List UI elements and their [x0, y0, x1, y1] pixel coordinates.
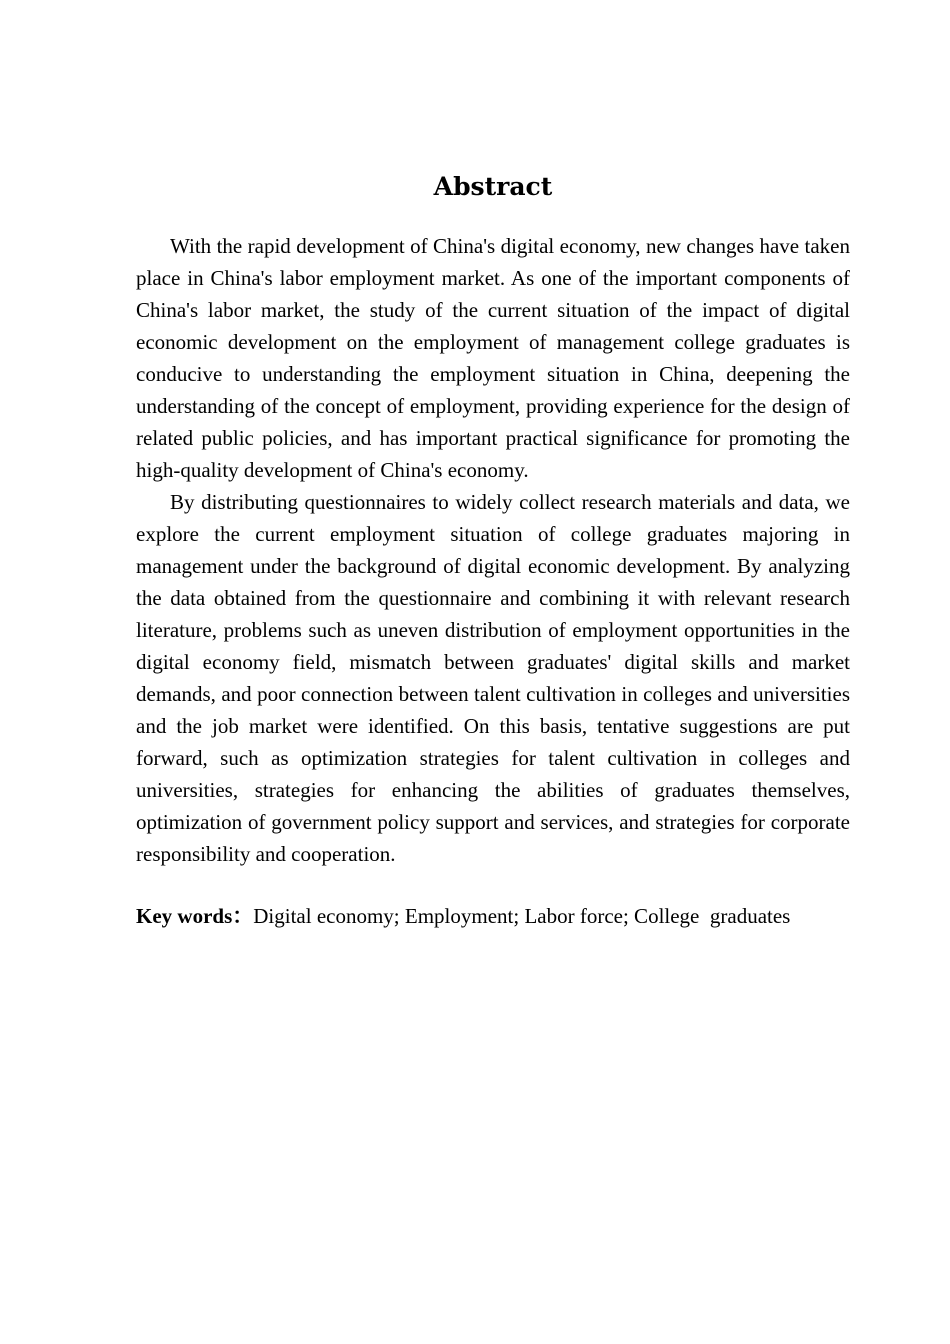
abstract-paragraph-1: With the rapid development of China's digital economy, new changes have taken place in China's labor employment market. As one of the important components of China's labor market, the study of the current situation of the impact of digital economic development on the employment of management college graduates is conducive to understanding the employment situation in China, deepening the understanding of the concept of employment, providing experience for the design of related public policies, and has important practical significance for promoting the high-quality development of China's economy.	[136, 234, 850, 482]
keywords-line	[136, 900, 876, 932]
abstract-body	[136, 230, 850, 870]
keywords-text: Digital economy; Employment; Labor force; College graduates	[253, 904, 791, 928]
abstract-paragraph-2: By distributing questionnaires to widely collect research materials and data, we explore the current employment situation of college graduates majoring in management under the background of digital economic development. By analyzing the data obtained from the questionnaire and combining it with relevant research literature, problems such as uneven distribution of employment opportunities in the digital economy field, mismatch between graduates' digital skills and market demands, and poor connection between talent cultivation in colleges and universities and the job market were identified. On this basis, tentative suggestions are put forward, such as optimization strategies for talent cultivation in colleges and universities, strategies for enhancing the abilities of graduates themselves, optimization of government policy support and services, and strategies for corporate responsibility and cooperation.	[136, 490, 850, 866]
abstract-title: Abstract	[433, 172, 553, 201]
keywords-label: Key words：	[136, 904, 254, 928]
